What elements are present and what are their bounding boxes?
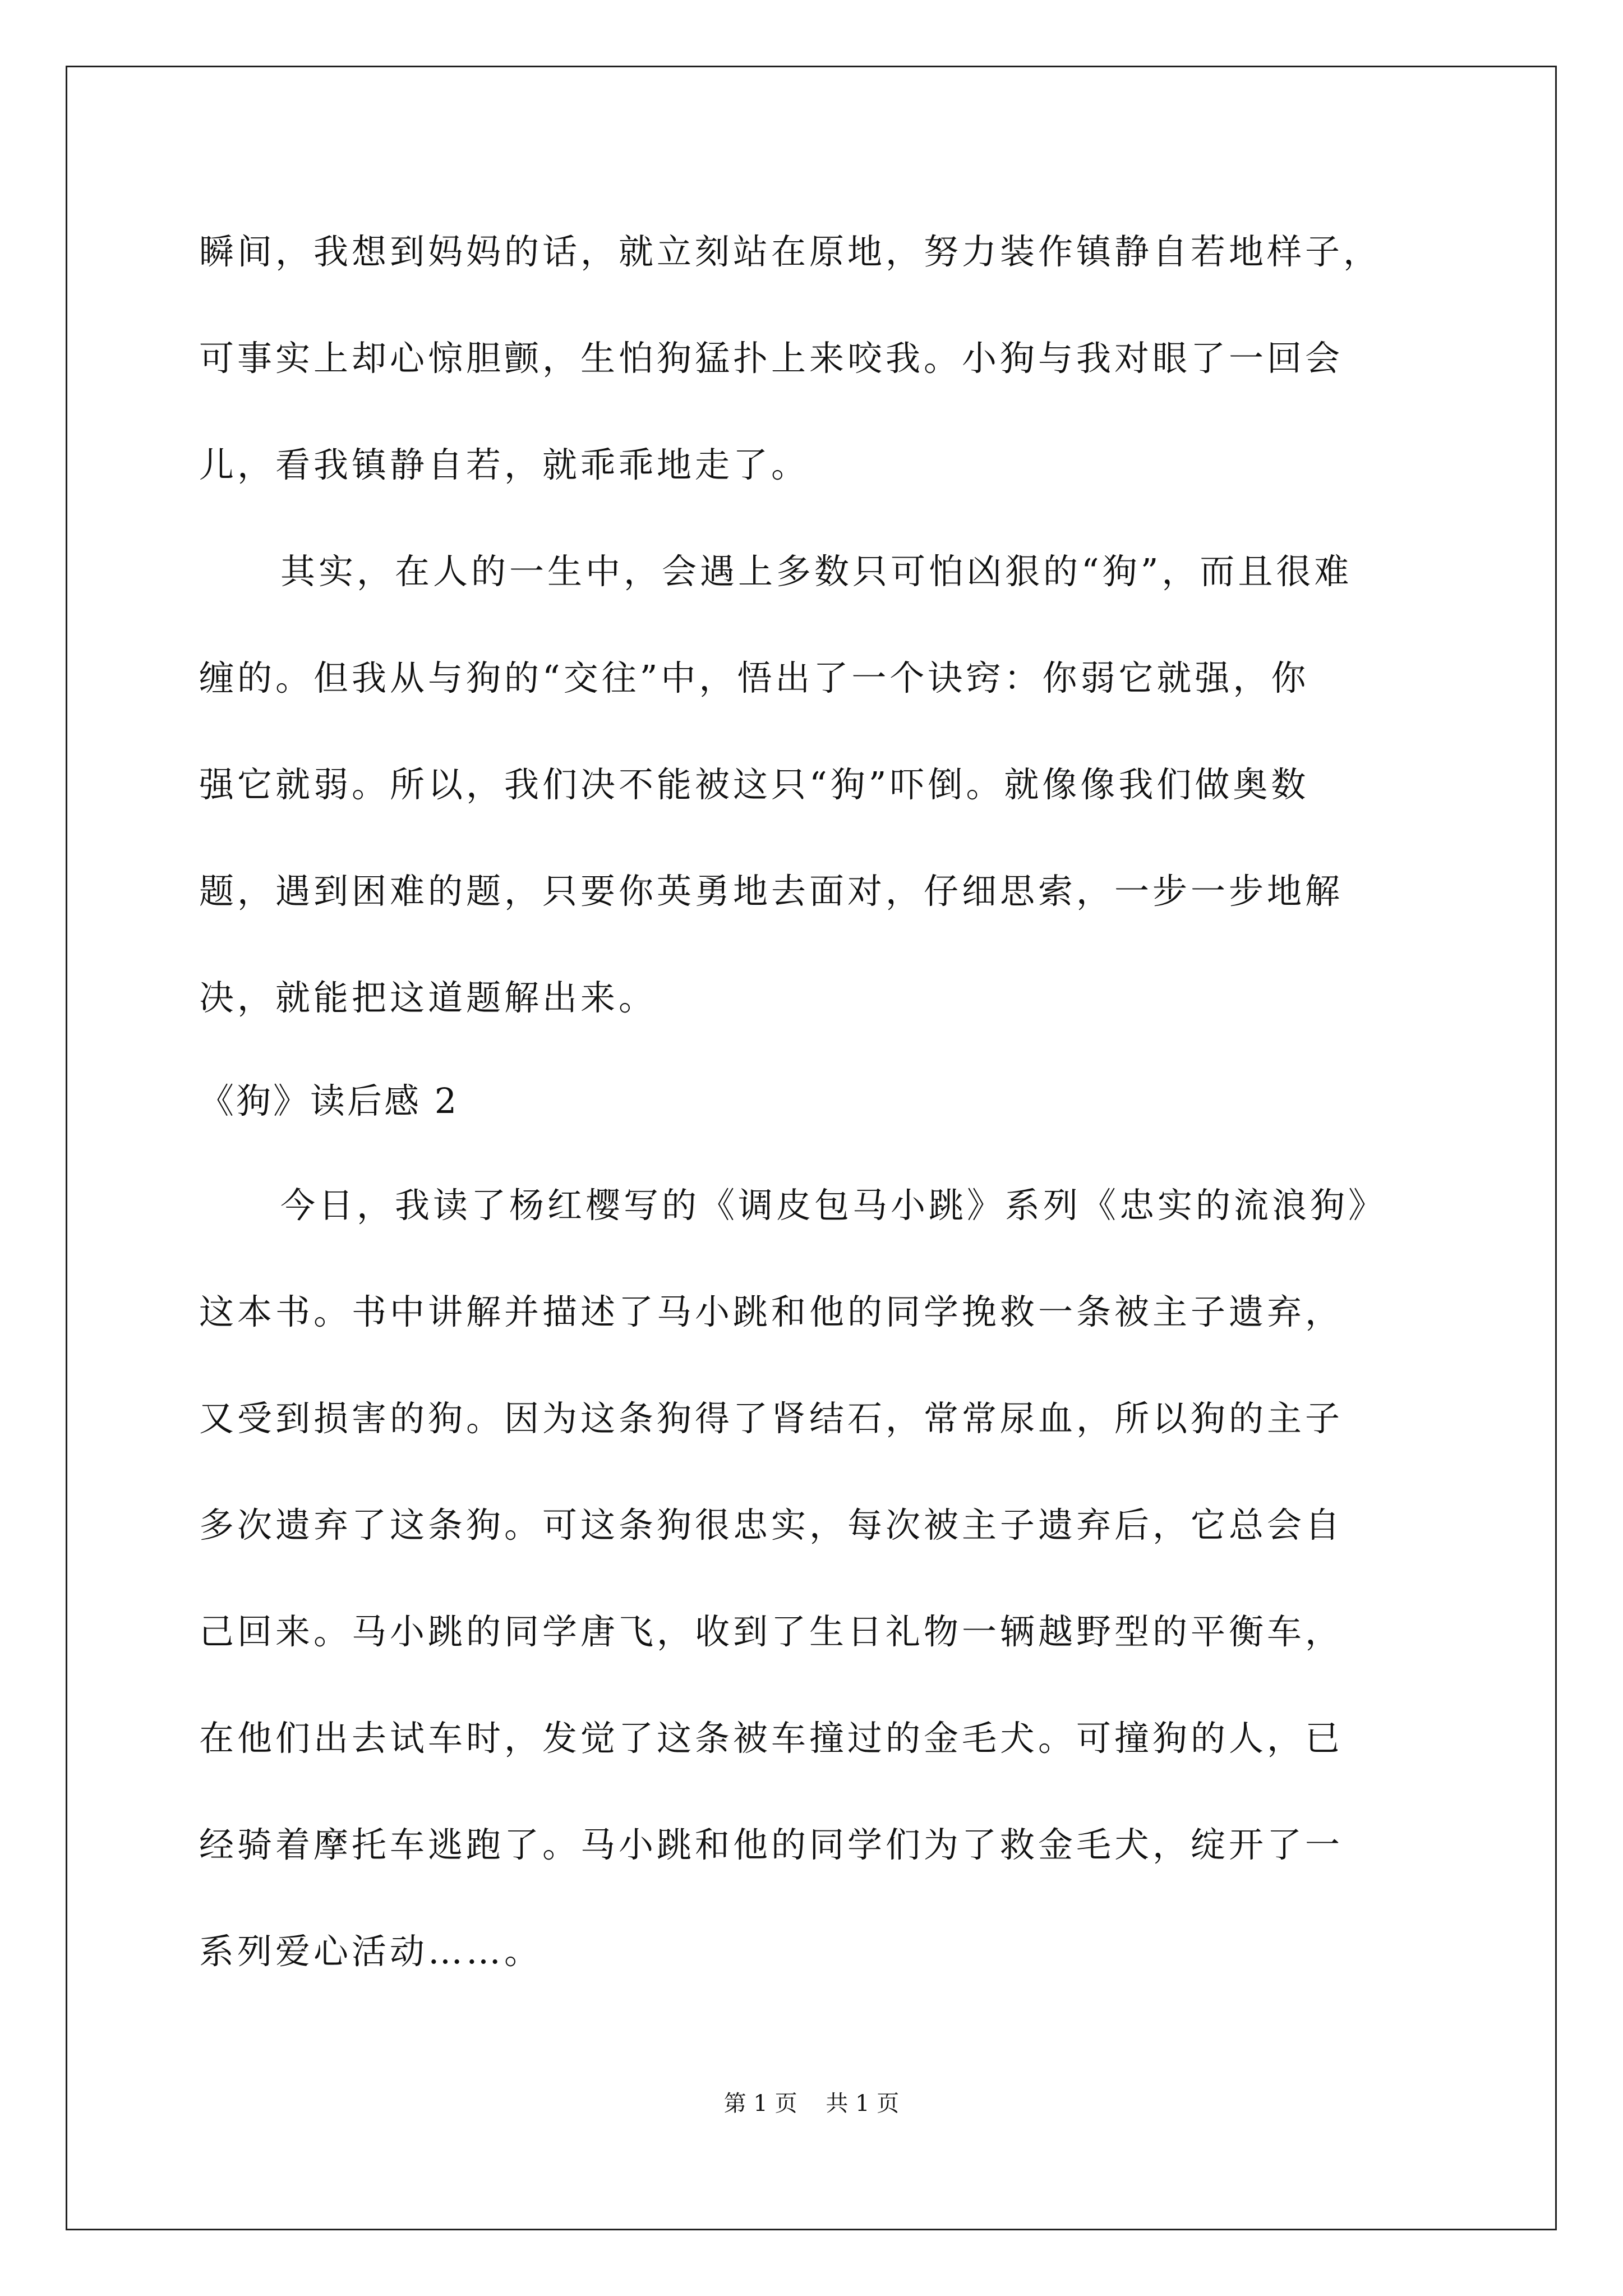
paragraph-1-line-1: 瞬间，我想到妈妈的话，就立刻站在原地，努力装作镇静自若地样子， [199,231,1382,272]
paragraph-3-line-2: 这本书。书中讲解并描述了马小跳和他的同学挽救一条被主子遗弃， [199,1291,1344,1332]
paragraph-1-line-3: 儿，看我镇静自若，就乖乖地走了。 [199,444,810,485]
paragraph-3-line-3: 又受到损害的狗。因为这条狗得了肾结石，常常尿血，所以狗的主子 [199,1398,1344,1439]
paragraph-3-line-1: 今日，我读了杨红樱写的《调皮包马小跳》系列《忠实的流浪狗》 [280,1185,1387,1226]
paragraph-3-line-5: 己回来。马小跳的同学唐飞，收到了生日礼物一辆越野型的平衡车， [199,1611,1344,1652]
paragraph-2-line-4: 题，遇到困难的题，只要你英勇地去面对，仔细思索，一步一步地解 [199,871,1344,912]
section-title: 《狗》读后感 2 [199,1080,459,1121]
paragraph-2-line-2: 缠的。但我从与狗的“交往”中，悟出了一个诀窍：你弱它就强，你 [199,657,1310,698]
paragraph-3-line-8: 系列爱心活动……。 [199,1931,543,1972]
paragraph-1-line-2: 可事实上却心惊胆颤，生怕狗猛扑上来咬我。小狗与我对眼了一回会 [199,338,1344,379]
paragraph-2-line-3: 强它就弱。所以，我们决不能被这只“狗”吓倒。就像像我们做奥数 [199,764,1310,805]
paragraph-2-line-1: 其实，在人的一生中，会遇上多数只可怕凶狠的“狗”，而且很难 [280,551,1353,592]
paragraph-3-line-4: 多次遗弃了这条狗。可这条狗很忠实，每次被主子遗弃后，它总会自 [199,1504,1344,1545]
page-footer: 第 1 页 共 1 页 [723,2091,900,2116]
paragraph-2-line-5: 决，就能把这道题解出来。 [199,977,657,1018]
paragraph-3-line-7: 经骑着摩托车逃跑了。马小跳和他的同学们为了救金毛犬，绽开了一 [199,1824,1344,1865]
page-border [66,66,1557,2230]
paragraph-3-line-6: 在他们出去试车时，发觉了这条被车撞过的金毛犬。可撞狗的人，已 [199,1718,1344,1759]
